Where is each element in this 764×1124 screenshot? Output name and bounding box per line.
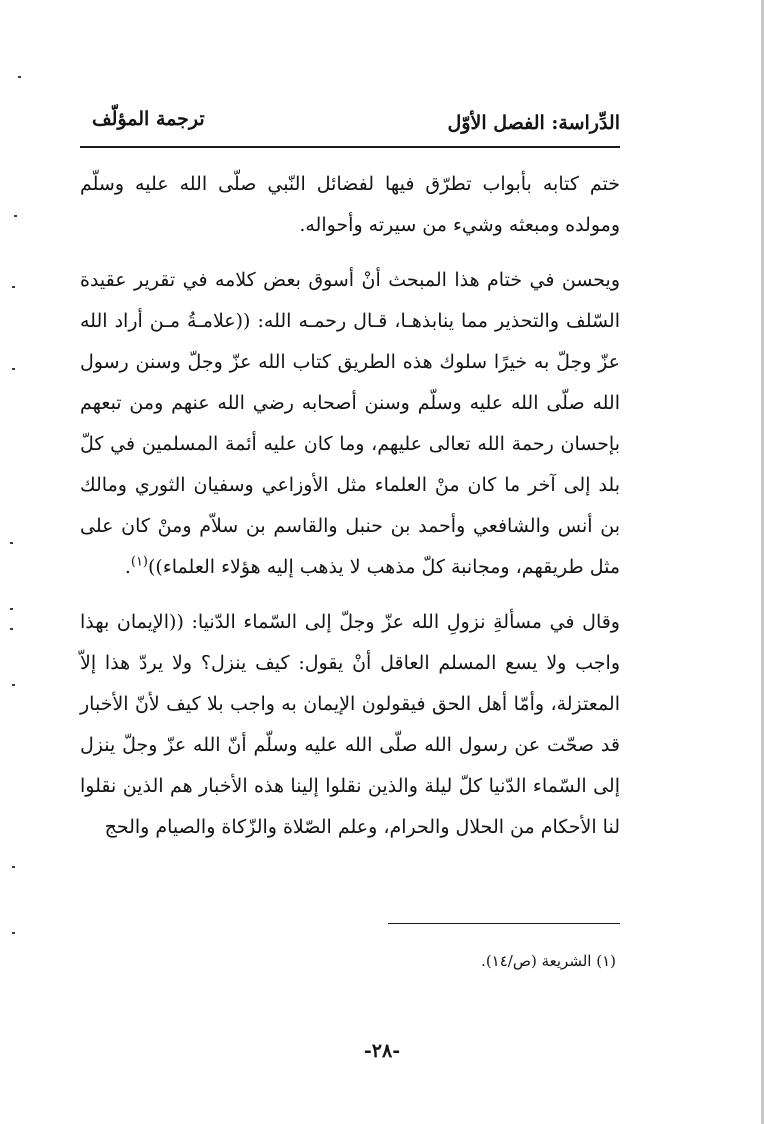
scan-speck bbox=[12, 684, 15, 686]
paragraph-2 bbox=[80, 260, 620, 588]
scan-speck bbox=[12, 866, 15, 868]
header-rule bbox=[80, 146, 620, 148]
scan-speck bbox=[12, 932, 15, 934]
running-title: ترجمة المؤلّف bbox=[92, 108, 205, 130]
section-title: الدِّراسة: الفصل الأوّل bbox=[447, 112, 620, 134]
running-header bbox=[80, 106, 620, 140]
scan-speck bbox=[14, 215, 17, 217]
scan-speck bbox=[10, 628, 13, 630]
paragraph-3: وقال في مسألةِ نزولِ الله عزّ وجلّ إلى السّماء الدّنيا: ((الإيمان بهذا واجب ولا يسع المسلم العاقل أنْ يقول: كيف ينزل؟ ولا يردّ هذا إلاّ المعتزلة، وأمّا أهل الحق فيقولون الإيمان به واجب بلا كيف لأنّ الأخبار قد صحّت عن رسول الله صلّى الله عليه وسلّم أنّ الله عزّ وجلّ ينزل إلى السّماء الدّنيا كلّ ليلة والذين نقلوا إلينا هذه الأخبار هم الذين نقلوا لنا الأحكام من الحلال والحرام، وعلم الصّلاة والزّكاة والصيام والحج bbox=[80, 611, 620, 838]
scan-speck bbox=[10, 542, 13, 544]
scan-speck bbox=[12, 368, 15, 370]
scan-speck bbox=[12, 286, 15, 288]
paragraph-1: ختم كتابه بأبواب تطرّق فيها لفضائل النّبي صلّى الله عليه وسلّم ومولده ومبعثه وشيء من سيرته وأحواله. bbox=[80, 173, 620, 236]
footnote-reference: (١) bbox=[130, 554, 148, 570]
scan-speck bbox=[18, 76, 21, 78]
paragraph-2-text: ويحسن في ختام هذا المبحث أنْ أسوق بعض كلامه في تقرير عقيدة السّلف والتحذير مما ينابذهـا، قـال رحمـه الله: ((علامـةُ مـن أراد الله عزّ وجلّ به خيرًا سلوك هذه الطريق كتاب الله عزّ وجلّ وسنن رسول الله صلّى الله عليه وسلّم وسنن أصحابه رضي الله عنهم ومن تبعهم بإحسان رحمة الله تعالى عليهم، وما كان عليه أئمة المسلمين في كلّ بلد إلى آخر ما كان منْ العلماء مثل الأوزاعي وسفيان الثوري ومالك بن أنس والشافعي وأحمد بن حنبل والقاسم بن سلاّم ومنْ كان على مثل طريقهم، ومجانبة كلّ مذهب لا يذهب إليه هؤلاء العلماء)) bbox=[80, 269, 620, 578]
page-number: -٢٨- bbox=[363, 1040, 401, 1062]
footnote-rule bbox=[388, 923, 620, 924]
scan-speck bbox=[10, 608, 13, 610]
footnote-1: (١) الشريعة (ص/١٤). bbox=[481, 952, 616, 970]
main-text bbox=[80, 164, 620, 848]
paragraph-2-end: . bbox=[124, 556, 131, 578]
